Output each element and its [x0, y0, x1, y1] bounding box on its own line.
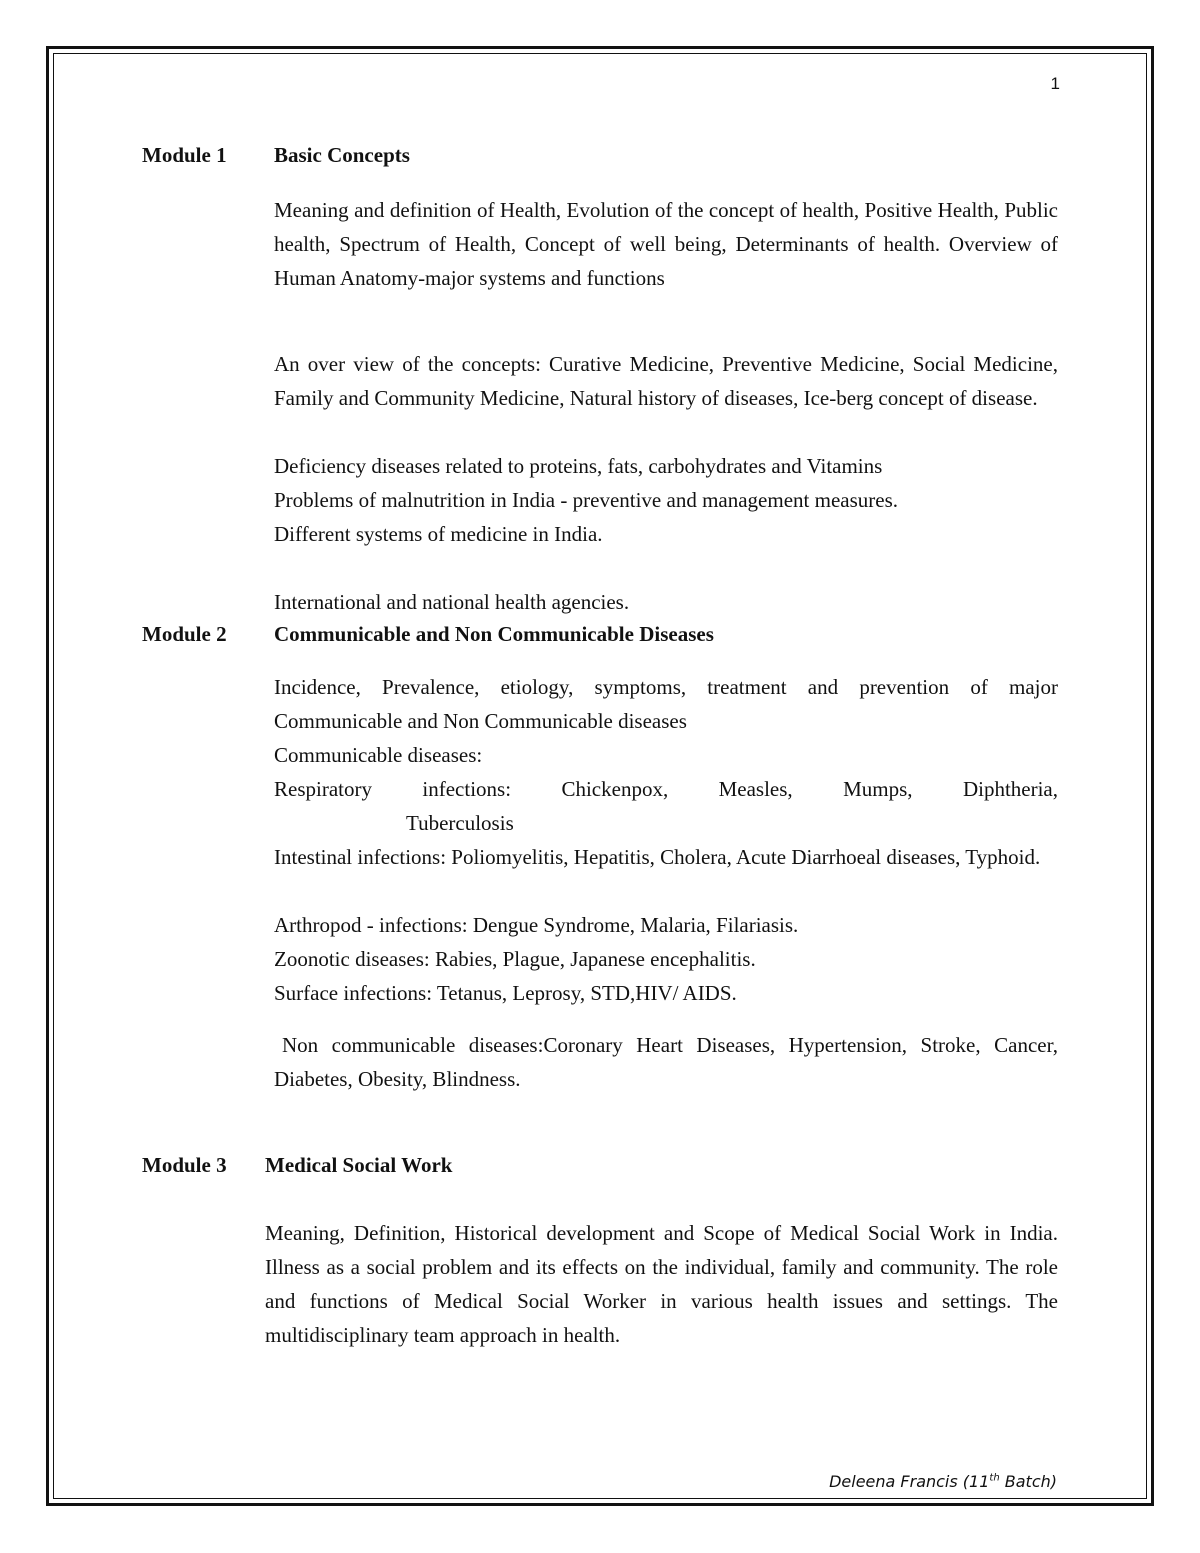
module-1-agencies-line: International and national health agencies.: [274, 590, 630, 614]
module-3-title: Medical Social Work: [265, 1153, 453, 1177]
module-1-malnutrition-line: Problems of malnutrition in India - preventive and management measures.: [274, 488, 898, 512]
module-2-paragraph-noncommunicable: Non communicable diseases:Coronary Heart Diseases, Hypertension, Stroke, Cancer, Diabetes, Obesity, Blindness.: [274, 1033, 1058, 1091]
module-2-respiratory-continuation: Tuberculosis: [406, 811, 514, 835]
module-2-paragraph-intestinal: Intestinal infections: Poliomyelitis, Hepatitis, Cholera, Acute Diarrhoeal diseases, Typhoid.: [274, 845, 1041, 869]
module-2-label: Module 2: [142, 622, 227, 646]
module-1-systems-line: Different systems of medicine in India.: [274, 522, 603, 546]
module-2-arthropod-line: Arthropod - infections: Dengue Syndrome, Malaria, Filariasis.: [274, 913, 799, 937]
module-1-deficiency-line: Deficiency diseases related to proteins, fats, carbohydrates and Vitamins: [274, 454, 883, 478]
page-number: 1: [1050, 74, 1060, 93]
module-2-paragraph-incidence: Incidence, Prevalence, etiology, symptoms, treatment and prevention of major Communicable and Non Communicable diseases: [274, 675, 1058, 733]
module-1-label: Module 1: [142, 143, 227, 167]
module-2-respiratory-line: Respiratory infections: Chickenpox, Measles, Mumps, Diphtheria,: [274, 777, 1058, 801]
footer-name: Deleena Francis (11: [829, 1472, 990, 1491]
module-2-communicable-heading: Communicable diseases:: [274, 743, 483, 767]
footer-superscript: th: [989, 1472, 1000, 1484]
module-1-paragraph-health: Meaning and definition of Health, Evolution of the concept of health, Positive Health, Public health, Spectrum of Health, Concept of well being, Determinants of health. Overview of Human Anatomy-major systems and functions: [274, 198, 1058, 290]
module-3-paragraph: Meaning, Definition, Historical development and Scope of Medical Social Work in India. Illness as a social problem and its effects on the individual, family and community. The role and functions of Medical Social Worker in various health issues and settings. The multidisciplinary team approach in health.: [265, 1221, 1058, 1347]
module-1-paragraph-concepts: An over view of the concepts: Curative Medicine, Preventive Medicine, Social Medicine, Family and Community Medicine, Natural history of diseases, Ice-berg concept of disease.: [274, 352, 1058, 410]
footer-batch: Batch): [999, 1472, 1057, 1491]
module-1-title: Basic Concepts: [274, 143, 410, 167]
footer-author: [700, 1472, 1057, 1491]
module-2-zoonotic-line: Zoonotic diseases: Rabies, Plague, Japanese encephalitis.: [274, 947, 756, 971]
module-2-title: Communicable and Non Communicable Diseases: [274, 622, 714, 646]
module-2-surface-line: Surface infections: Tetanus, Leprosy, STD,HIV/ AIDS.: [274, 981, 737, 1005]
module-3-label: Module 3: [142, 1153, 227, 1177]
